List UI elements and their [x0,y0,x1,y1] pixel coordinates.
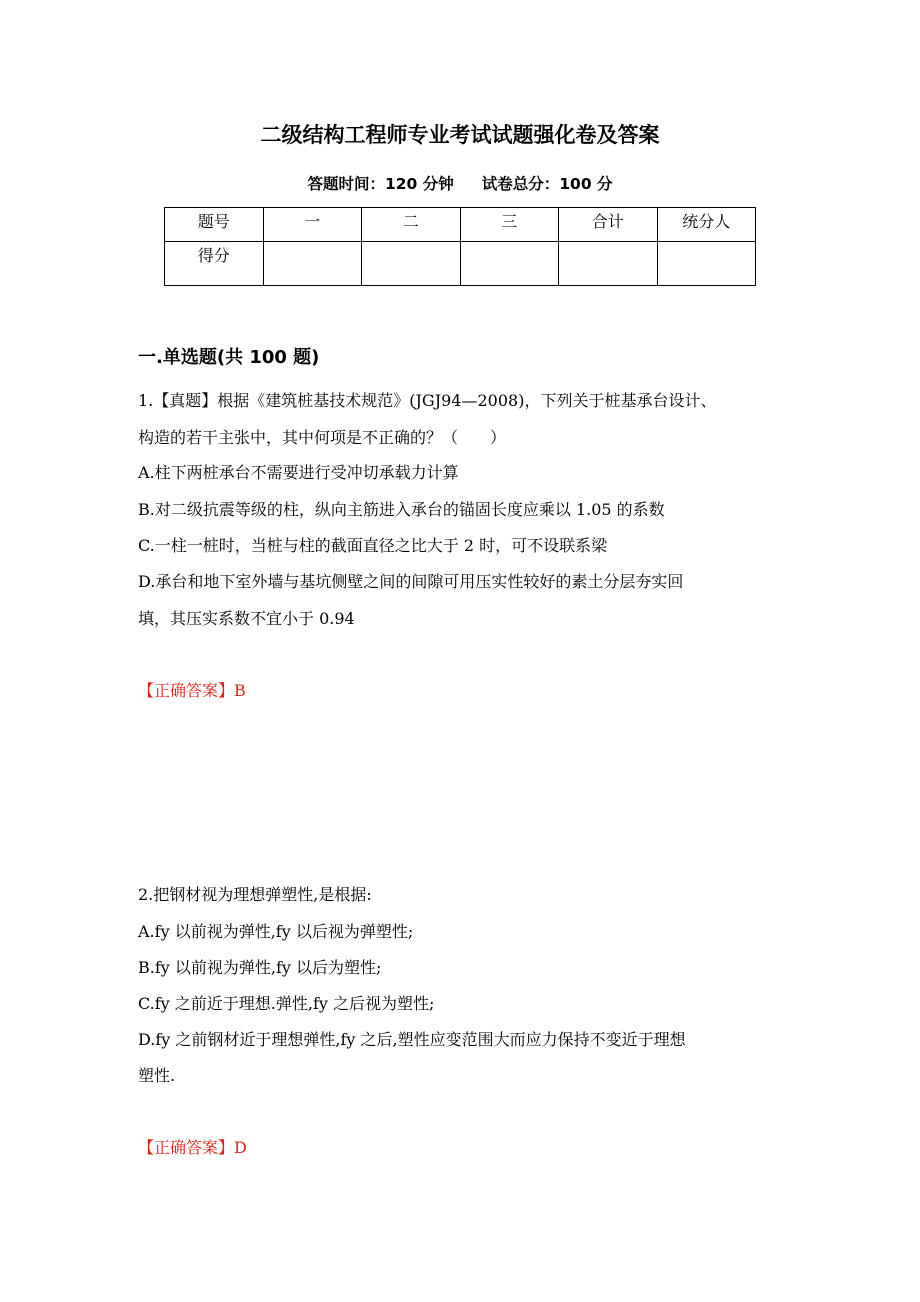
score-cell [559,242,658,286]
score-header-cell: 题号 [165,208,264,242]
document-title: 二级结构工程师专业考试试题强化卷及答案 [260,123,660,147]
question-2-stem: 2.把钢材视为理想弹塑性,是根据: [138,885,372,904]
question-1-stem: 构造的若干主张中，其中何项是不正确的？（ ） [138,428,507,447]
exam-total-score: 试卷总分：100 分 [481,175,613,193]
score-header-cell: 统分人 [657,208,756,242]
score-cell [263,242,362,286]
question-1-option-a: A.柱下两桩承台不需要进行受冲切承载力计算 [138,463,459,482]
score-header-cell: 一 [263,208,362,242]
score-header-cell: 二 [362,208,461,242]
exam-time: 答题时间：120 分钟 [307,175,454,193]
score-table-header-row [165,208,756,242]
question-1-option-c: C.一柱一桩时，当桩与柱的截面直径之比大于 2 时，可不设联系梁 [138,536,608,555]
score-table [164,207,756,286]
question-1-option-b: B.对二级抗震等级的柱，纵向主筋进入承台的锚固长度应乘以 1.05 的系数 [138,500,665,519]
question-1-stem: 1.【真题】根据《建筑桩基技术规范》(JGJ94—2008)，下列关于桩基承台设计、 [138,391,717,410]
score-cell [657,242,756,286]
question-2-option-c: C.fy 之前近于理想.弹性,fy 之后视为塑性; [138,994,435,1013]
question-2-option-b: B.fy 以前视为弹性,fy 以后为塑性; [138,958,382,977]
question-1-answer: 【正确答案】B [138,681,246,700]
score-cell [362,242,461,286]
section-heading: 一.单选题(共 100 题) [138,347,320,368]
question-2-option-a: A.fy 以前视为弹性,fy 以后视为弹塑性; [138,922,414,941]
question-1-option-d: D.承台和地下室外墙与基坑侧壁之间的间隙可用压实性较好的素土分层夯实回 [138,572,684,591]
question-2-option-d: D.fy 之前钢材近于理想弹性,fy 之后,塑性应变范围大而应力保持不变近于理想 [138,1030,686,1049]
question-2-option-d: 塑性. [138,1066,176,1085]
question-1-option-d: 填，其压实系数不宜小于 0.94 [138,609,355,628]
score-table-score-row [165,242,756,286]
score-row-label: 得分 [165,242,264,286]
score-cell [460,242,559,286]
question-2-answer: 【正确答案】D [138,1138,247,1157]
score-header-cell: 合计 [559,208,658,242]
score-header-cell: 三 [460,208,559,242]
exam-info [0,172,920,196]
